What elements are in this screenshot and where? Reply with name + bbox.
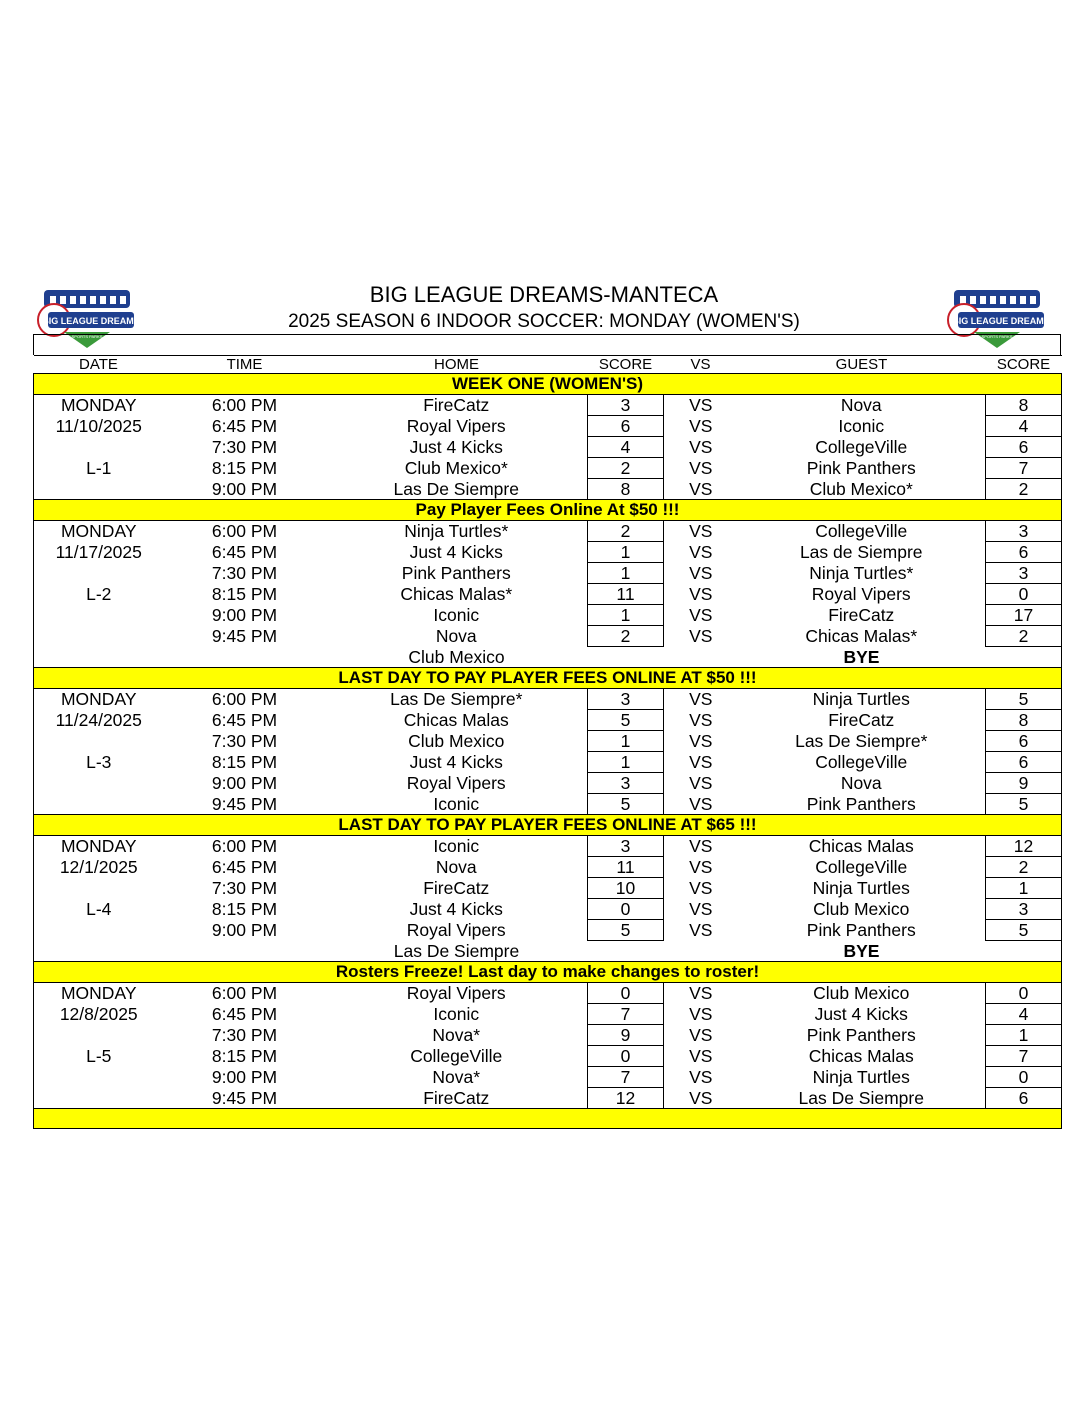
game-row [34, 1088, 1062, 1109]
home-team: Pink Panthers [401, 563, 511, 583]
guest-team: FireCatz [828, 710, 895, 730]
week-banner [34, 374, 1062, 395]
home-score: 5 [588, 920, 664, 941]
guest-team: Las De Siempre [798, 1087, 924, 1108]
vs-label: VS [689, 1004, 713, 1024]
game-time: 8:15 PM [211, 1046, 278, 1066]
home-team: Chicas Malas [403, 710, 509, 730]
home-team: Nova [435, 857, 477, 877]
guest-team: Pink Panthers [806, 793, 916, 814]
game-row [34, 437, 1062, 458]
game-date [34, 626, 164, 647]
vs-label: VS [689, 773, 713, 793]
week-banner [34, 668, 1062, 689]
column-header-row [34, 356, 1062, 374]
home-score: 1 [588, 605, 664, 626]
home-score: 5 [588, 794, 664, 815]
home-score: 1 [588, 542, 664, 563]
game-time: 6:45 PM [211, 710, 278, 730]
game-time: 8:15 PM [211, 584, 278, 604]
guest-score: 3 [986, 563, 1062, 584]
game-date [34, 1088, 164, 1109]
home-team: FireCatz [423, 1087, 490, 1108]
page-subtitle: 2025 SEASON 6 INDOOR SOCCER: MONDAY (WOMEN'S) [288, 311, 800, 332]
week-banner-text: LAST DAY TO PAY PLAYER FEES ONLINE AT $65 !!! [34, 815, 1062, 836]
guest-score: 4 [986, 1004, 1062, 1025]
game-row [34, 416, 1062, 437]
game-row [34, 836, 1062, 857]
bye-vs-empty [664, 647, 738, 668]
col-header-time: TIME [164, 356, 326, 374]
vs-label: VS [689, 395, 713, 416]
bye-time-empty [164, 941, 326, 962]
home-team: Iconic [433, 1004, 480, 1024]
logo-text-left: BIG LEAGUE DREAMS [42, 316, 140, 326]
game-time: 6:45 PM [211, 416, 278, 436]
game-time: 9:45 PM [211, 793, 278, 814]
vs-label: VS [689, 542, 713, 562]
home-score: 4 [588, 437, 664, 458]
game-date: 11/17/2025 [34, 542, 164, 563]
guest-team: Chicas Malas [808, 1046, 914, 1066]
vs-label: VS [689, 563, 713, 583]
guest-team: Pink Panthers [806, 920, 916, 940]
vs-label: VS [689, 626, 713, 646]
game-date: MONDAY [34, 521, 164, 542]
guest-score: 0 [986, 1067, 1062, 1088]
bye-date-empty [34, 647, 164, 668]
game-time: 9:00 PM [211, 478, 278, 499]
bye-guest-score-empty [986, 941, 1062, 962]
game-time: 6:45 PM [211, 857, 278, 877]
week-banner-text: LAST DAY TO PAY PLAYER FEES ONLINE AT $50 !!! [34, 668, 1062, 689]
vs-label: VS [689, 416, 713, 436]
bye-team: Club Mexico [408, 646, 505, 667]
game-row [34, 605, 1062, 626]
home-score: 2 [588, 458, 664, 479]
home-team: Club Mexico [408, 731, 505, 751]
game-row [34, 920, 1062, 941]
vs-label: VS [689, 437, 713, 457]
guest-score: 6 [986, 542, 1062, 563]
col-header-home-score: SCORE [588, 356, 664, 374]
home-score: 11 [588, 584, 664, 605]
game-date [34, 878, 164, 899]
vs-label: VS [689, 983, 713, 1004]
vs-label: VS [689, 1087, 713, 1108]
guest-score: 9 [986, 773, 1062, 794]
game-time: 8:15 PM [211, 752, 278, 772]
guest-team: Ninja Turtles* [809, 563, 914, 583]
guest-score: 6 [986, 437, 1062, 458]
vs-label: VS [689, 836, 713, 857]
vs-label: VS [689, 478, 713, 499]
page-title: BIG LEAGUE DREAMS-MANTECA [369, 282, 719, 307]
guest-score: 3 [986, 521, 1062, 542]
schedule-body [34, 356, 1062, 1129]
guest-score: 6 [986, 731, 1062, 752]
col-header-vs: VS [664, 356, 738, 374]
home-score: 3 [588, 689, 664, 710]
guest-score: 7 [986, 1046, 1062, 1067]
guest-team: Just 4 Kicks [814, 1004, 908, 1024]
guest-score: 5 [986, 794, 1062, 815]
home-team: Nova* [432, 1025, 481, 1045]
home-score: 10 [588, 878, 664, 899]
game-time: 9:00 PM [211, 605, 278, 625]
home-score: 0 [588, 1046, 664, 1067]
game-time: 8:15 PM [211, 899, 278, 919]
col-header-date: DATE [34, 356, 164, 374]
home-score: 0 [588, 983, 664, 1004]
bye-vs-empty [664, 941, 738, 962]
guest-score: 8 [986, 710, 1062, 731]
vs-label: VS [689, 605, 713, 625]
home-team: Just 4 Kicks [409, 542, 503, 562]
game-row [34, 1025, 1062, 1046]
col-header-guest-score: SCORE [986, 356, 1062, 374]
schedule-table [33, 355, 1062, 1129]
guest-team: Club Mexico [813, 983, 910, 1004]
home-team: Chicas Malas* [400, 584, 513, 604]
home-team: Las De Siempre [393, 478, 519, 499]
game-date [34, 773, 164, 794]
game-date: L-5 [34, 1046, 164, 1067]
guest-team: Las de Siempre [799, 542, 923, 562]
game-row [34, 542, 1062, 563]
guest-team: CollegeVille [815, 521, 908, 542]
game-date: 11/24/2025 [34, 710, 164, 731]
guest-team: CollegeVille [815, 752, 908, 772]
home-team: Just 4 Kicks [409, 752, 503, 772]
game-row [34, 773, 1062, 794]
header-spacer [33, 334, 1061, 355]
game-date [34, 731, 164, 752]
schedule-sheet [33, 334, 1061, 1129]
guest-score: 0 [986, 983, 1062, 1004]
game-row [34, 563, 1062, 584]
logo-text-right: BIG LEAGUE DREAMS [952, 316, 1050, 326]
home-score: 2 [588, 521, 664, 542]
bye-time-empty [164, 647, 326, 668]
home-score: 12 [588, 1088, 664, 1109]
vs-label: VS [689, 1067, 713, 1087]
vs-label: VS [689, 1025, 713, 1045]
game-time: 6:45 PM [211, 1004, 278, 1024]
vs-label: VS [689, 584, 713, 604]
footer-bar [34, 1109, 1062, 1129]
vs-label: VS [689, 710, 713, 730]
bye-home-score-empty [588, 941, 664, 962]
guest-team: Pink Panthers [806, 1025, 916, 1045]
bye-row [34, 941, 1062, 962]
game-time: 9:00 PM [211, 1067, 278, 1087]
guest-score: 6 [986, 752, 1062, 773]
home-score: 1 [588, 563, 664, 584]
guest-team: Ninja Turtles [812, 689, 910, 710]
game-row [34, 794, 1062, 815]
game-time: 7:30 PM [211, 731, 278, 751]
game-time: 7:30 PM [211, 563, 278, 583]
guest-score: 5 [986, 689, 1062, 710]
guest-team: Ninja Turtles [812, 878, 910, 898]
home-score: 0 [588, 899, 664, 920]
home-team: Just 4 Kicks [409, 437, 503, 457]
vs-label: VS [689, 857, 713, 877]
home-score: 9 [588, 1025, 664, 1046]
footer-bar-cell [34, 1109, 1062, 1129]
game-date: L-1 [34, 458, 164, 479]
game-row [34, 752, 1062, 773]
home-team: Royal Vipers [406, 920, 506, 940]
week-banner [34, 815, 1062, 836]
game-time: 6:00 PM [211, 836, 278, 857]
vs-label: VS [689, 731, 713, 751]
bye-row [34, 647, 1062, 668]
game-row [34, 857, 1062, 878]
guest-score: 7 [986, 458, 1062, 479]
game-time: 6:00 PM [211, 521, 278, 542]
home-team: FireCatz [423, 878, 490, 898]
home-team: Iconic [433, 605, 480, 625]
game-row [34, 458, 1062, 479]
guest-score: 4 [986, 416, 1062, 437]
guest-team: Iconic [838, 416, 885, 436]
game-row [34, 1004, 1062, 1025]
game-row [34, 584, 1062, 605]
game-row [34, 710, 1062, 731]
home-score: 2 [588, 626, 664, 647]
guest-score: 1 [986, 1025, 1062, 1046]
game-time: 9:00 PM [211, 773, 278, 793]
home-score: 6 [588, 416, 664, 437]
game-time: 7:30 PM [211, 437, 278, 457]
guest-team: Pink Panthers [806, 458, 916, 478]
game-date [34, 1025, 164, 1046]
game-date: MONDAY [34, 983, 164, 1004]
logo-subtext-left: SPORTS PARKS [71, 334, 103, 339]
home-score: 8 [588, 479, 664, 500]
guest-team: CollegeVille [815, 437, 908, 457]
game-time: 9:45 PM [211, 1087, 278, 1108]
home-team: Royal Vipers [406, 773, 506, 793]
game-date [34, 794, 164, 815]
guest-team: Ninja Turtles [812, 1067, 910, 1087]
home-team: Iconic [433, 836, 480, 857]
bye-label: BYE [843, 646, 880, 667]
guest-score: 2 [986, 857, 1062, 878]
game-row [34, 899, 1062, 920]
vs-label: VS [689, 899, 713, 919]
guest-score: 3 [986, 899, 1062, 920]
guest-score: 2 [986, 479, 1062, 500]
game-time: 7:30 PM [211, 878, 278, 898]
guest-score: 0 [986, 584, 1062, 605]
week-banner-text: WEEK ONE (WOMEN'S) [34, 374, 1062, 395]
guest-score: 12 [986, 836, 1062, 857]
game-time: 6:45 PM [211, 542, 278, 562]
game-row [34, 521, 1062, 542]
guest-score: 17 [986, 605, 1062, 626]
col-header-home: HOME [326, 356, 588, 374]
game-row [34, 689, 1062, 710]
game-date: L-3 [34, 752, 164, 773]
home-team: FireCatz [423, 395, 490, 416]
game-date [34, 437, 164, 458]
guest-score: 8 [986, 395, 1062, 416]
vs-label: VS [689, 1046, 713, 1066]
home-score: 7 [588, 1004, 664, 1025]
guest-team: Royal Vipers [811, 584, 911, 604]
guest-score: 2 [986, 626, 1062, 647]
game-row [34, 626, 1062, 647]
vs-label: VS [689, 920, 713, 940]
game-date [34, 605, 164, 626]
guest-team: Club Mexico* [809, 478, 913, 499]
game-date [34, 479, 164, 500]
game-time: 6:00 PM [211, 395, 278, 416]
game-time: 6:00 PM [211, 689, 278, 710]
game-date: 11/10/2025 [34, 416, 164, 437]
game-row [34, 395, 1062, 416]
home-team: Nova* [432, 1067, 481, 1087]
home-score: 7 [588, 1067, 664, 1088]
guest-team: Club Mexico [813, 899, 910, 919]
vs-label: VS [689, 521, 713, 542]
home-team: Club Mexico* [404, 458, 508, 478]
home-team: Ninja Turtles* [404, 521, 509, 542]
guest-team: Las De Siempre* [795, 731, 928, 751]
game-date [34, 563, 164, 584]
vs-label: VS [689, 458, 713, 478]
vs-label: VS [689, 793, 713, 814]
home-score: 1 [588, 752, 664, 773]
game-date: MONDAY [34, 689, 164, 710]
game-time: 6:00 PM [211, 983, 278, 1004]
vs-label: VS [689, 752, 713, 772]
guest-team: CollegeVille [815, 857, 908, 877]
home-score: 5 [588, 710, 664, 731]
game-date: 12/8/2025 [34, 1004, 164, 1025]
game-row [34, 1046, 1062, 1067]
game-date: MONDAY [34, 836, 164, 857]
guest-team: Chicas Malas* [805, 626, 918, 646]
guest-score: 6 [986, 1088, 1062, 1109]
home-team: Royal Vipers [406, 416, 506, 436]
home-team: CollegeVille [410, 1046, 503, 1066]
bye-team: Las De Siempre [393, 940, 520, 961]
home-team: Iconic [433, 793, 480, 814]
game-row [34, 983, 1062, 1004]
guest-team: Nova [840, 773, 882, 793]
home-team: Just 4 Kicks [409, 899, 503, 919]
guest-team: Chicas Malas [808, 836, 914, 857]
week-banner [34, 962, 1062, 983]
bye-guest-score-empty [986, 647, 1062, 668]
bye-label: BYE [843, 940, 880, 961]
game-time: 9:00 PM [211, 920, 278, 940]
game-date: L-4 [34, 899, 164, 920]
game-date: MONDAY [34, 395, 164, 416]
vs-label: VS [689, 689, 713, 710]
week-banner-text: Pay Player Fees Online At $50 !!! [34, 500, 1062, 521]
guest-score: 5 [986, 920, 1062, 941]
week-banner [34, 500, 1062, 521]
game-row [34, 1067, 1062, 1088]
game-date [34, 1067, 164, 1088]
game-date: L-2 [34, 584, 164, 605]
game-row [34, 878, 1062, 899]
home-team: Las De Siempre* [390, 689, 523, 710]
guest-score: 1 [986, 878, 1062, 899]
col-header-guest: GUEST [738, 356, 986, 374]
game-date: 12/1/2025 [34, 857, 164, 878]
home-team: Nova [435, 626, 477, 646]
guest-team: FireCatz [828, 605, 895, 625]
week-banner-text: Rosters Freeze! Last day to make changes to roster! [34, 962, 1062, 983]
home-team: Royal Vipers [406, 983, 506, 1004]
game-row [34, 731, 1062, 752]
bye-date-empty [34, 941, 164, 962]
game-time: 7:30 PM [211, 1025, 278, 1045]
home-score: 3 [588, 773, 664, 794]
home-score: 11 [588, 857, 664, 878]
home-score: 3 [588, 395, 664, 416]
game-time: 8:15 PM [211, 458, 278, 478]
home-score: 1 [588, 731, 664, 752]
bye-home-score-empty [588, 647, 664, 668]
vs-label: VS [689, 878, 713, 898]
guest-team: Nova [840, 395, 882, 416]
logo-subtext-right: SPORTS PARKS [981, 334, 1013, 339]
home-score: 3 [588, 836, 664, 857]
game-row [34, 479, 1062, 500]
game-date [34, 920, 164, 941]
game-time: 9:45 PM [211, 626, 278, 646]
